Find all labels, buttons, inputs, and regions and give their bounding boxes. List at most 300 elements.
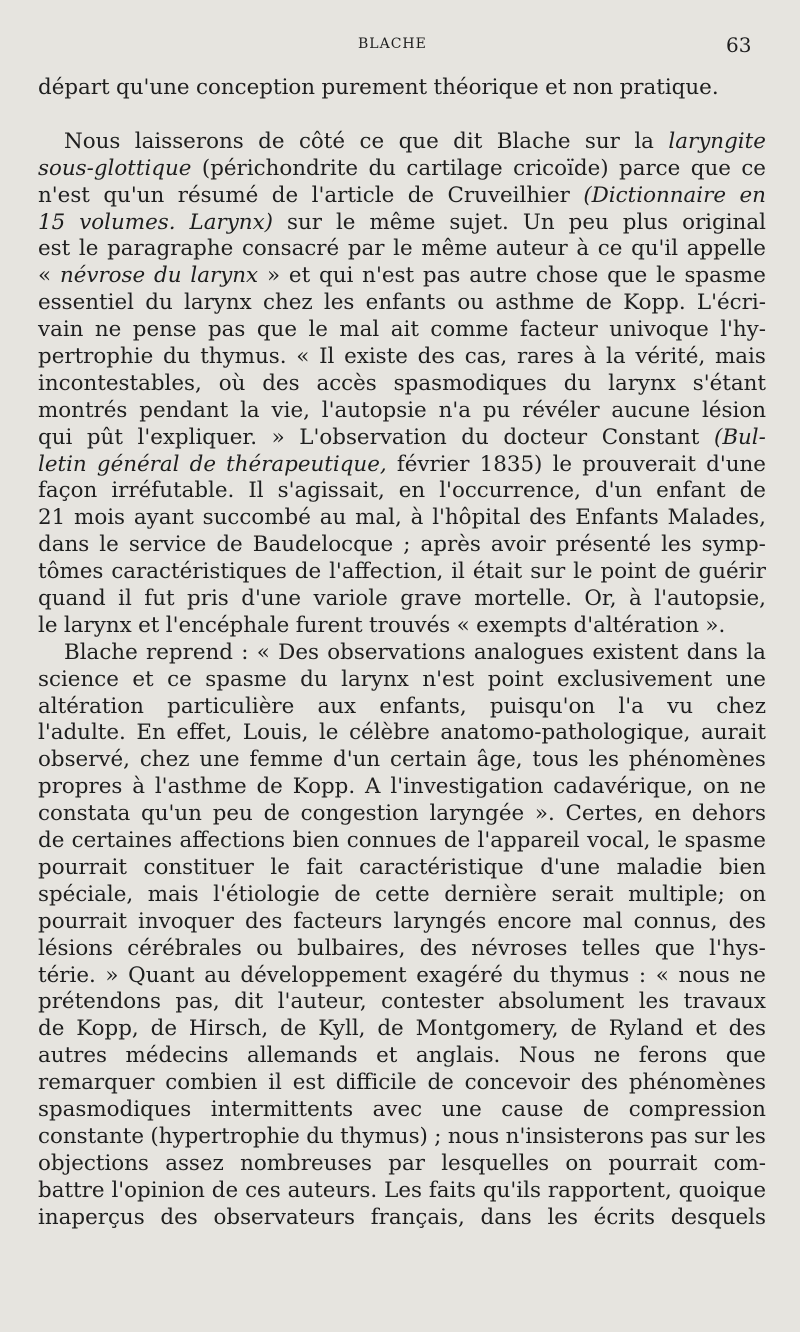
word: Des (278, 639, 319, 665)
word: résumé (177, 182, 259, 208)
word: fut (144, 586, 175, 612)
text-line (38, 210, 766, 237)
word: mortelle. (474, 586, 572, 612)
word: même (421, 236, 488, 262)
word: ne (94, 317, 122, 343)
text-line (38, 371, 766, 398)
word: rares (516, 344, 574, 370)
word: on (739, 881, 766, 907)
word: (Bul- (713, 424, 766, 450)
word: larynx (190, 263, 259, 289)
word: ». (534, 801, 555, 827)
word: prétendons (38, 989, 161, 1015)
word: docteur (503, 424, 588, 450)
word: une (441, 1096, 482, 1122)
word: qui (319, 263, 354, 289)
text-line (38, 156, 766, 183)
word: larynx (63, 612, 132, 638)
word: observations (327, 639, 466, 665)
word: par (347, 236, 385, 262)
text-line (38, 183, 766, 210)
word: science (38, 666, 119, 692)
word: n'a (438, 397, 471, 423)
word: constituer (143, 854, 254, 880)
word: propres (38, 774, 123, 800)
word: mal (339, 317, 380, 343)
word: incontestables, (38, 370, 202, 396)
word: tous (532, 747, 579, 773)
text-line (38, 989, 766, 1016)
text-line (38, 720, 766, 747)
word: thérapeutique, (226, 451, 387, 477)
word: consacré (241, 236, 340, 262)
word: est (292, 1070, 325, 1096)
word: à (629, 586, 642, 612)
word: révéler (522, 397, 600, 423)
word: de (150, 1016, 177, 1042)
text-line (38, 398, 766, 425)
word: particulière (167, 693, 295, 719)
word: puisqu'on (489, 693, 596, 719)
word: lésion (702, 397, 766, 423)
word: l'investigation (390, 774, 544, 800)
word: « (38, 263, 52, 289)
word: l'encéphale (165, 612, 290, 638)
word: (périchondrite (201, 155, 359, 181)
word: dans (686, 639, 738, 665)
word: du (461, 424, 489, 450)
word: mais (714, 344, 766, 370)
word: pourrait (38, 854, 127, 880)
word: laryngés (393, 908, 487, 934)
word: lésions (38, 935, 113, 961)
word: cas, (464, 344, 508, 370)
word: caractéristiques (111, 559, 287, 585)
word: de (582, 1096, 610, 1122)
word: l'auteur, (277, 989, 367, 1015)
text-line (38, 263, 766, 290)
word: ou (256, 935, 283, 961)
word: n'est (422, 666, 475, 692)
word: que (654, 935, 695, 961)
word: letin (38, 451, 87, 477)
word: com- (713, 1150, 766, 1176)
word: 15 (38, 209, 66, 235)
word: que (256, 317, 297, 343)
word: l'occurrence, (439, 478, 581, 504)
word: thymus (549, 962, 630, 988)
text-line (38, 532, 766, 559)
word: présenté (555, 532, 652, 558)
word: mois (74, 505, 126, 531)
word: des (245, 908, 283, 934)
word: et (376, 1043, 398, 1069)
word: s'agissait, (277, 478, 385, 504)
word: avoir (490, 532, 546, 558)
word: dernière (444, 881, 537, 907)
word: vain (38, 317, 84, 343)
word: difficile (335, 1070, 417, 1096)
text-line (38, 1016, 766, 1043)
word: femme (249, 747, 324, 773)
word: prouverait (582, 451, 696, 477)
word: Blache (496, 128, 571, 154)
word: l'hôpital (432, 505, 521, 531)
word: furent (295, 612, 363, 638)
word: d'un (594, 478, 643, 504)
word: avec (372, 1096, 423, 1122)
word: desquels (670, 1204, 766, 1230)
word: pense (132, 317, 197, 343)
word: d'une (706, 451, 766, 477)
word: ou (457, 290, 485, 316)
word: l'adulte. (38, 720, 126, 746)
word: asthme (495, 290, 575, 316)
word: laisserons (134, 128, 244, 154)
word: cette (375, 881, 430, 907)
text-line (38, 425, 766, 452)
word: il (268, 1070, 282, 1096)
word: qu'ils (482, 1177, 541, 1203)
word: spasme (684, 828, 766, 854)
word: de (585, 290, 612, 316)
word: le (335, 209, 356, 235)
word: appelle (686, 236, 766, 262)
word: qu'il (631, 236, 679, 262)
word: peu (212, 801, 253, 827)
text-line (38, 694, 766, 721)
word: pas, (175, 989, 220, 1015)
word: multiple; (628, 881, 725, 907)
word: combien (165, 1070, 258, 1096)
word: ferons (638, 1043, 708, 1069)
word: du (300, 666, 328, 692)
text-line (38, 801, 766, 828)
word: « (256, 639, 270, 665)
word: » (266, 263, 281, 289)
word: tômes (38, 559, 104, 585)
word: célèbre (349, 720, 430, 746)
word: succombé (202, 505, 311, 531)
word: Il (319, 344, 335, 370)
word: du (162, 344, 191, 370)
word: du (563, 370, 592, 396)
word: fait (306, 854, 343, 880)
word: pertrophie (38, 344, 154, 370)
word: à (132, 774, 145, 800)
text-line (38, 1070, 766, 1097)
word: Constant (601, 424, 700, 450)
word: » (105, 962, 119, 988)
word: des (529, 505, 567, 531)
word: médecins (125, 1043, 229, 1069)
word: névrose (59, 263, 146, 289)
word: ; (434, 1123, 442, 1149)
word: serait (551, 881, 614, 907)
word: et (695, 1016, 717, 1042)
word: français, (370, 1204, 465, 1230)
word: certaines (71, 828, 173, 854)
word: ne (739, 774, 766, 800)
word: volumes. (79, 209, 176, 235)
word: cadavérique, (553, 774, 694, 800)
word: comme (430, 317, 509, 343)
word: « (655, 962, 669, 988)
word: pas (207, 317, 246, 343)
word: le (308, 317, 328, 343)
word: le (657, 828, 678, 854)
word: d'un (333, 747, 381, 773)
word: reprend (146, 639, 233, 665)
word: des (419, 935, 458, 961)
word: les (638, 989, 670, 1015)
word: chez (139, 747, 190, 773)
word: les (323, 290, 355, 316)
text-line (38, 909, 766, 936)
word: 21 (38, 505, 66, 531)
paragraph-gap (38, 102, 766, 129)
word: nous (678, 962, 730, 988)
word: s'étant (692, 370, 766, 396)
word: dans (38, 532, 90, 558)
word: de (427, 1070, 454, 1096)
word: qu'une (116, 75, 190, 100)
word: « (456, 612, 470, 638)
word: ces (245, 1177, 281, 1203)
word: nombreuses (240, 1150, 372, 1176)
word: de (189, 451, 216, 477)
word: le (573, 559, 593, 585)
text-line (38, 559, 766, 586)
word: Larynx) (189, 209, 273, 235)
word: au (319, 505, 347, 531)
word: point (600, 559, 657, 585)
word: mal, (355, 505, 402, 531)
word: en (739, 182, 766, 208)
text-line (38, 1151, 766, 1178)
word: variole (313, 586, 388, 612)
text-line (38, 1205, 766, 1232)
word: dit (234, 989, 264, 1015)
word: larynx (341, 666, 409, 692)
word: anatomo-pathologique, (440, 720, 691, 746)
word: de (271, 182, 299, 208)
word: février (396, 451, 470, 477)
word: original (682, 209, 766, 235)
word: en (654, 801, 681, 827)
word: assez (165, 1150, 224, 1176)
word: laryngite (668, 128, 766, 154)
word: Cruveilhier (447, 182, 570, 208)
text-line (38, 290, 766, 317)
word: phénomènes (628, 747, 766, 773)
word: thymus. (200, 344, 287, 370)
running-head (0, 33, 800, 57)
word: montrés (38, 397, 128, 423)
word: mal (582, 908, 623, 934)
word: à (410, 505, 424, 531)
word: sur (286, 209, 322, 235)
word: (Dictionnaire (583, 182, 726, 208)
word: l'article (311, 182, 395, 208)
word: le (393, 236, 413, 262)
word: à (576, 236, 590, 262)
word: la (746, 639, 766, 665)
word: sous-glottique (38, 155, 192, 181)
word: peu (568, 209, 609, 235)
word: ce (167, 666, 192, 692)
word: Enfants (575, 505, 659, 531)
word: intermittents (210, 1096, 354, 1122)
word: et (288, 263, 311, 289)
word: congestion (300, 801, 419, 827)
word: Hirsch, (188, 1016, 269, 1042)
text-line (38, 747, 766, 774)
word: de (38, 828, 65, 854)
word: et (132, 666, 154, 692)
word: point (487, 666, 544, 692)
word: n'est (362, 263, 415, 289)
word: la (240, 397, 260, 423)
word: autre (469, 263, 528, 289)
word: existent (592, 639, 679, 665)
text-line (38, 963, 766, 990)
word: qu'un (141, 801, 202, 827)
word: les (547, 1204, 578, 1230)
word: n'insisterons (505, 1123, 644, 1149)
word: n'est (38, 182, 90, 208)
word: que (398, 128, 439, 154)
word: ne (739, 962, 766, 988)
word: facteur (519, 317, 598, 343)
word: cause (501, 1096, 564, 1122)
word: guérir (698, 559, 766, 585)
word: larynx (608, 370, 676, 396)
word: l'autopsie, (654, 586, 766, 612)
word: chose (536, 263, 599, 289)
word: lesquelles (441, 1150, 550, 1176)
text-line (38, 75, 766, 102)
word: pourrait (38, 908, 127, 934)
word: quand (38, 586, 106, 612)
word: aucune (611, 397, 691, 423)
word: pourrait (608, 1150, 698, 1176)
word: allemands (246, 1043, 358, 1069)
word: effet, (176, 720, 233, 746)
page-number: 63 (726, 33, 752, 57)
word: accès (316, 370, 377, 396)
word: du (306, 1123, 334, 1149)
word: concevoir (464, 1070, 570, 1096)
word: du (154, 263, 182, 289)
word: ». (705, 612, 726, 638)
word: même (369, 209, 436, 235)
word: symp- (701, 532, 766, 558)
word: pratique. (619, 75, 719, 100)
word: cérébrales (127, 935, 242, 961)
text-line (38, 236, 766, 263)
word: les (661, 532, 692, 558)
word: sujet. (449, 209, 509, 235)
word: caractéristique (359, 854, 524, 880)
word: que (725, 1043, 766, 1069)
word: de (377, 1016, 404, 1042)
word: côté (298, 128, 346, 154)
word: telles (581, 935, 641, 961)
word: pas (650, 1123, 688, 1149)
word: vérité, (635, 344, 706, 370)
word: spasme (684, 263, 766, 289)
word: absolument (497, 989, 625, 1015)
word: une (199, 747, 240, 773)
word: Malades, (667, 505, 766, 531)
text-line (38, 774, 766, 801)
word: général (96, 451, 180, 477)
text-line (38, 855, 766, 882)
word: d'une (241, 586, 302, 612)
word: ; (403, 532, 411, 558)
word: que (607, 263, 648, 289)
word: des (417, 344, 455, 370)
word: grave (400, 586, 462, 612)
word: exclusivement (557, 666, 713, 692)
word: vie, (271, 397, 310, 423)
word: connues (346, 828, 437, 854)
word: Montgomery, (415, 1016, 559, 1042)
word: Il (248, 478, 264, 504)
word: névroses (471, 935, 568, 961)
word: anglais. (415, 1043, 501, 1069)
word: où (218, 370, 246, 396)
word: Kopp. (623, 290, 686, 316)
word: analogues (473, 639, 585, 665)
word: spéciale, (38, 881, 134, 907)
word: des (262, 370, 300, 396)
word: bulbaires, (297, 935, 406, 961)
word: Kopp. (292, 774, 356, 800)
word: l'appareil (477, 828, 580, 854)
word: pût (86, 424, 123, 450)
word: 1835) (479, 451, 543, 477)
word: cartilage (406, 155, 503, 181)
word: larynx (183, 290, 252, 316)
word: Les (384, 1177, 422, 1203)
word: affections (179, 828, 286, 854)
word: Quant (128, 962, 195, 988)
word: Baudelocque (252, 532, 394, 558)
word: les (588, 747, 619, 773)
word: d'altération (573, 612, 699, 638)
word: l'hy- (720, 317, 766, 343)
word: une (725, 666, 766, 692)
word: théorique (433, 75, 539, 100)
word: à (583, 344, 597, 370)
word: faits (428, 1177, 476, 1203)
word: de (407, 182, 435, 208)
word: des (728, 1016, 766, 1042)
word: aux (317, 693, 357, 719)
word: bien (292, 828, 340, 854)
word: Un (522, 209, 555, 235)
word: constante (38, 1123, 144, 1149)
text-line (38, 317, 766, 344)
word: enfants (365, 290, 447, 316)
word: » (271, 424, 285, 450)
word: ne (593, 1043, 621, 1069)
word: certain (389, 747, 467, 773)
word: facteurs (293, 908, 383, 934)
word: sur (694, 1123, 730, 1149)
